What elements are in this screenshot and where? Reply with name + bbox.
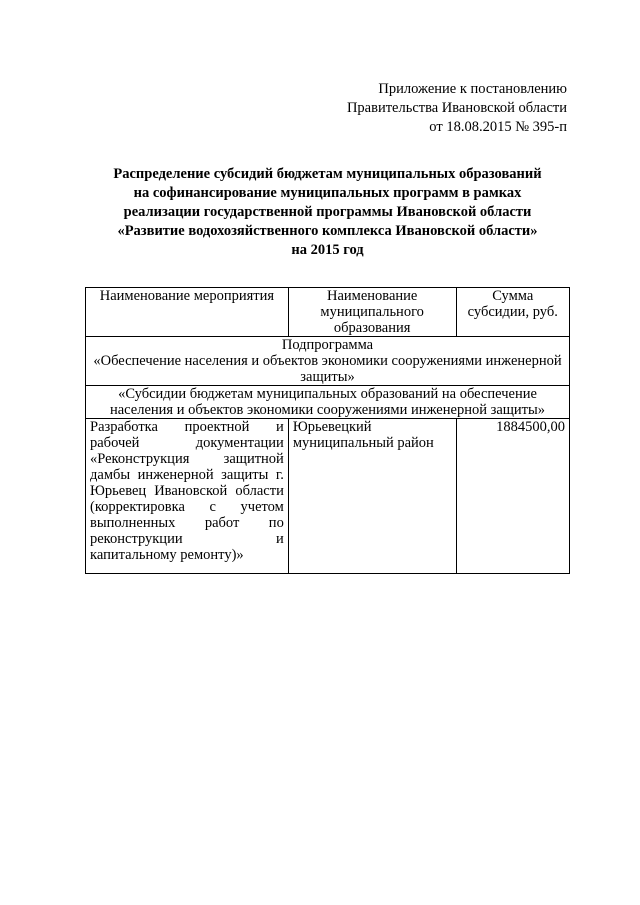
table-row [86, 419, 570, 574]
subsidy-table [85, 287, 570, 574]
section-cell: «Субсидии бюджетам муниципальных образований на обеспечение населения и объектов экономики сооружениями инженерной защиты» [86, 386, 570, 419]
title-line: «Развитие водохозяйственного комплекса Ивановской области» [117, 223, 538, 239]
title-line: Распределение субсидий бюджетам муниципальных образований [113, 166, 542, 182]
activity-cell: Разработка проектной и рабочей документации «Реконструкция защитной дамбы инженерной защиты г. Юрьевец Ивановской области (корректировка с учетом выполненных работ по реконструкции и капитальному ремонту)» [86, 419, 289, 574]
table-header-row [86, 288, 570, 337]
document-title [85, 165, 570, 260]
subprogram-label: Подпрограмма [281, 337, 374, 353]
appendix-line: Приложение к постановлению [378, 81, 567, 97]
appendix-header [347, 80, 567, 137]
title-line: на софинансирование муниципальных программ в рамках [133, 185, 522, 201]
appendix-line: от 18.08.2015 № 395-п [429, 119, 567, 135]
header-amount: Сумма субсидии, руб. [456, 288, 569, 337]
subprogram-cell [86, 337, 570, 386]
subprogram-name: «Обеспечение населения и объектов экономики сооружениями инженерной защиты» [93, 353, 562, 385]
header-municipality: Наименование муниципального образования [288, 288, 456, 337]
appendix-line: Правительства Ивановской области [346, 100, 567, 116]
amount-cell: 1884500,00 [456, 419, 569, 574]
title-line: реализации государственной программы Ивановской области [123, 204, 532, 220]
municipality-cell: Юрьевецкий муниципальный район [288, 419, 456, 574]
section-row [86, 386, 570, 419]
title-line: на 2015 год [291, 242, 364, 258]
header-activity: Наименование мероприятия [86, 288, 289, 337]
subprogram-row [86, 337, 570, 386]
